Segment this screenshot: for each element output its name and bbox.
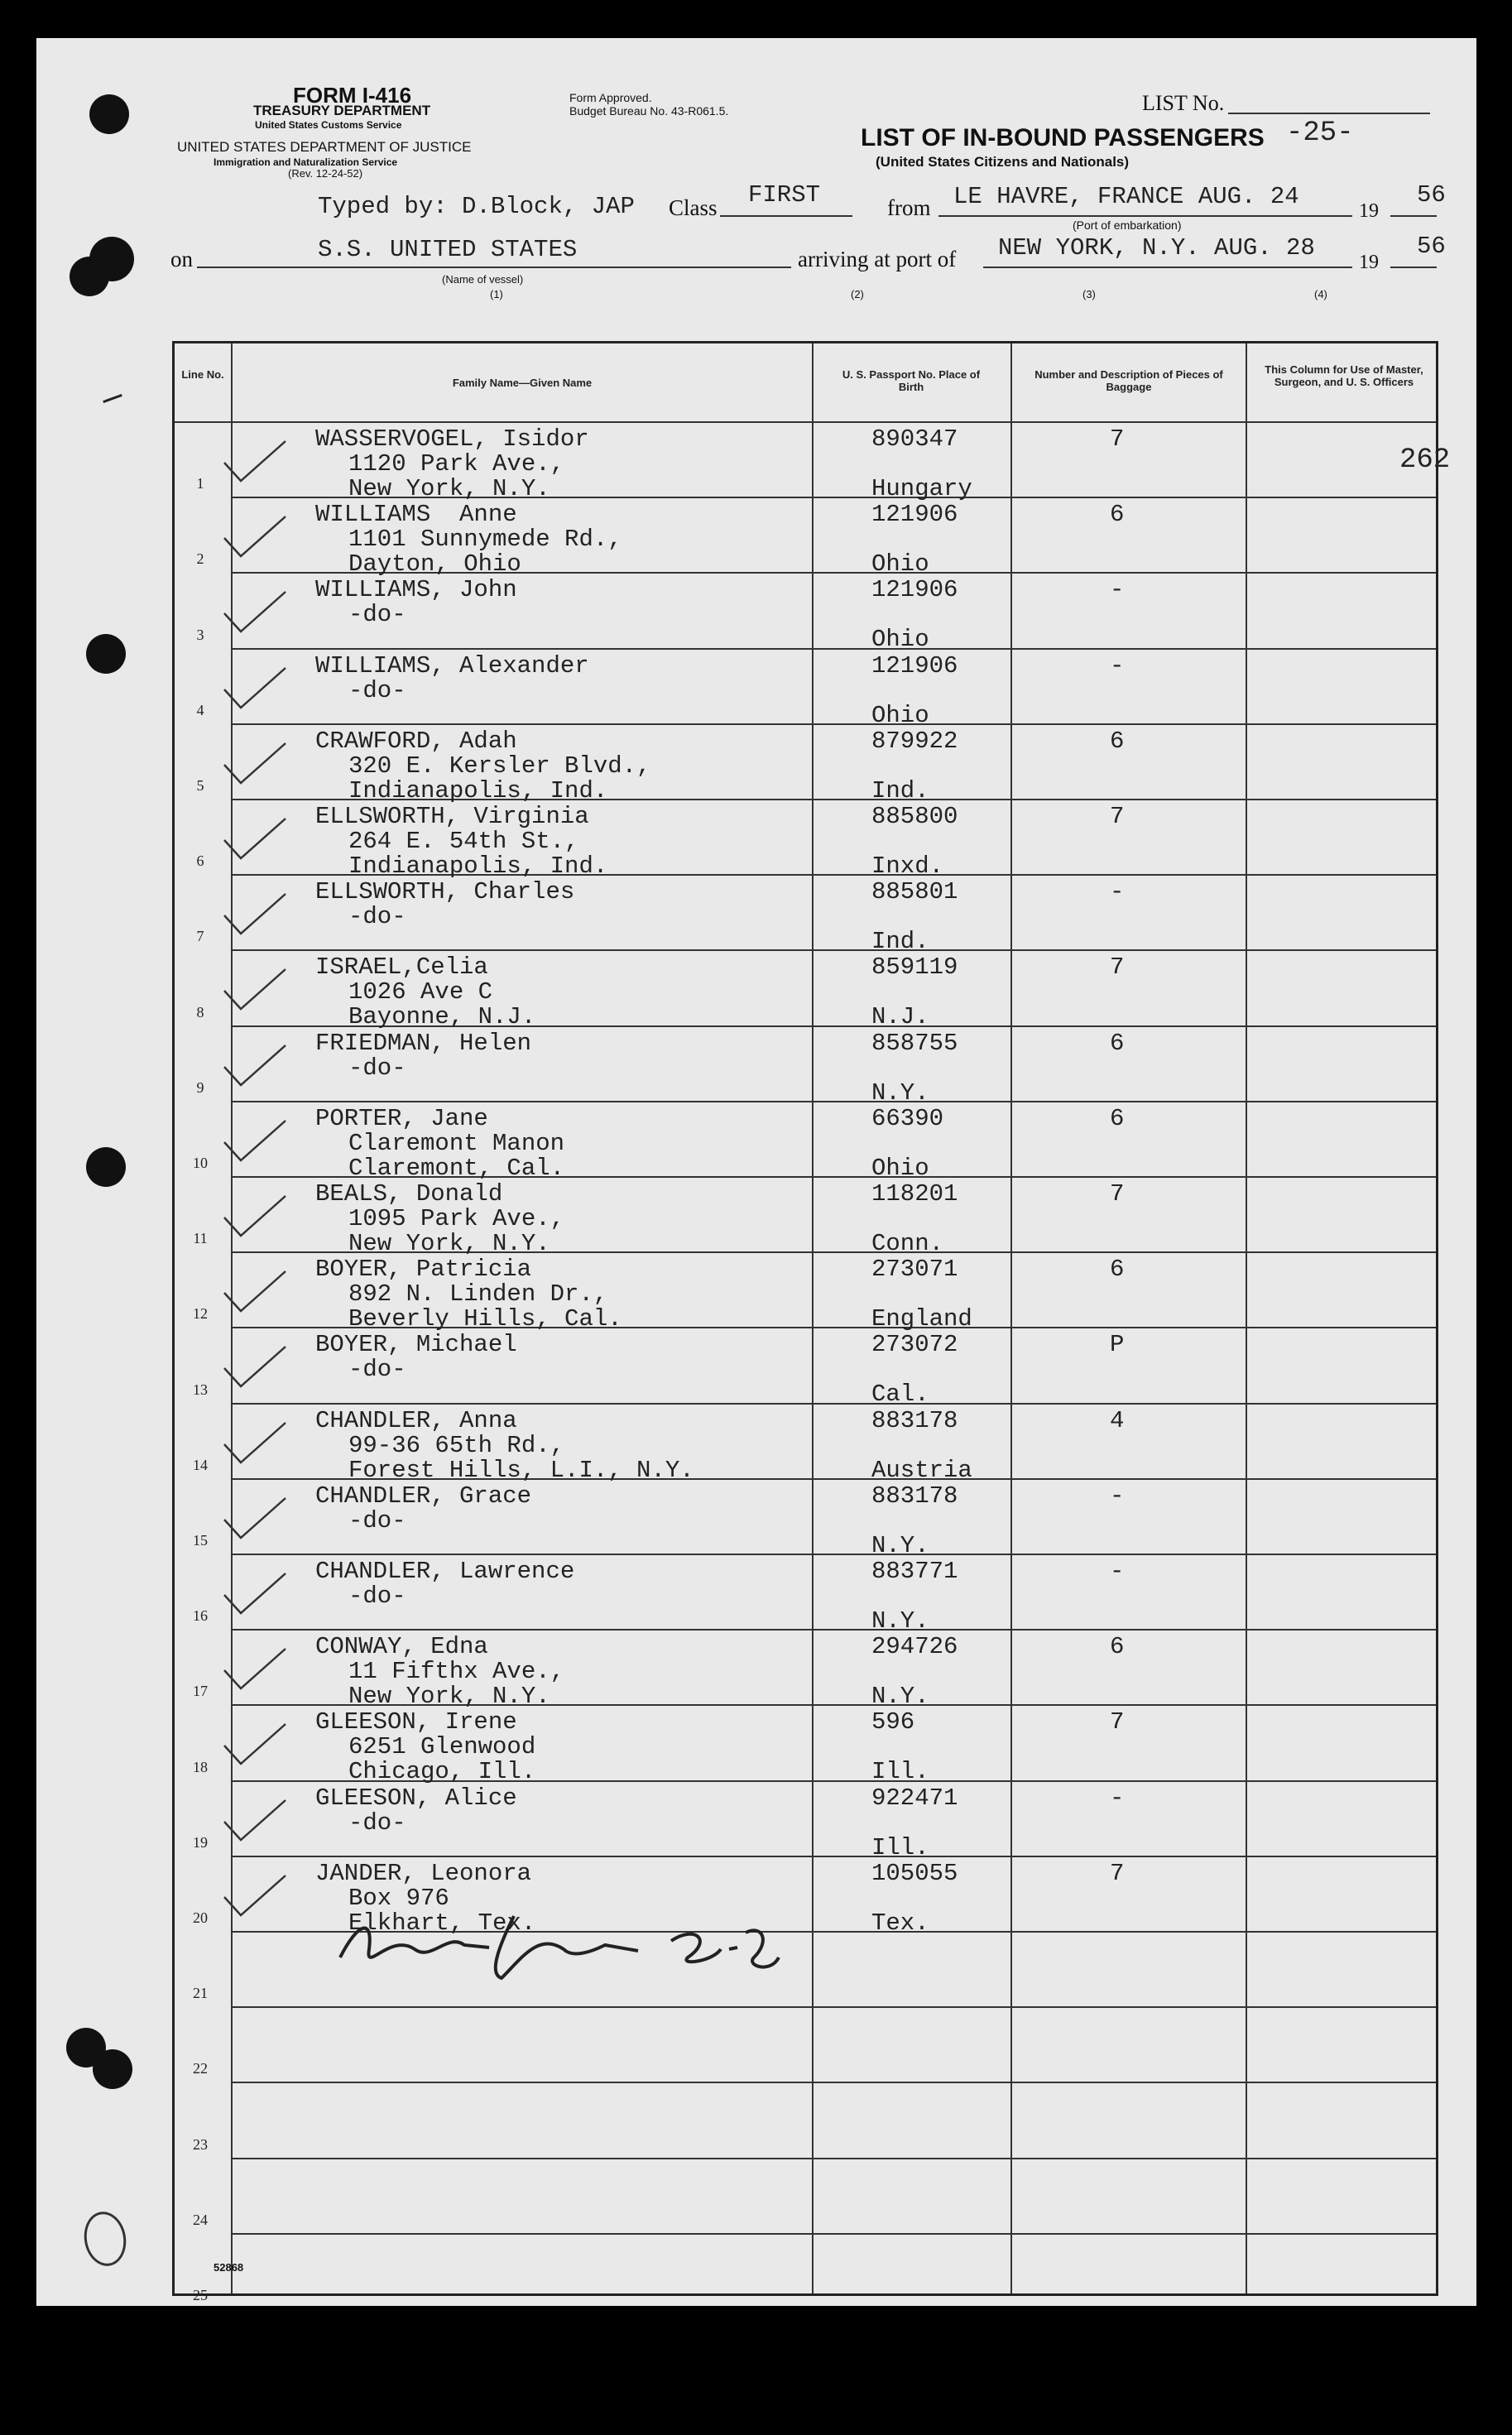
passenger-name: ELLSWORTH, Virginia bbox=[315, 803, 589, 830]
baggage-count: - bbox=[1110, 878, 1125, 906]
line-number: 9 bbox=[196, 1078, 204, 1096]
passport-number: 883178 bbox=[871, 1482, 958, 1510]
check-mark-icon bbox=[223, 1495, 289, 1544]
address-line-1: 892 N. Linden Dr., bbox=[348, 1280, 608, 1309]
place-of-birth: N.Y. bbox=[871, 1531, 929, 1559]
check-mark-icon bbox=[223, 1343, 289, 1393]
passport-number: 121906 bbox=[871, 651, 958, 680]
line-number: 13 bbox=[193, 1381, 208, 1398]
address-line-1: Box 976 bbox=[348, 1884, 449, 1912]
line-number: 19 bbox=[193, 1833, 208, 1851]
line-number: 16 bbox=[193, 1607, 208, 1625]
passenger-table bbox=[172, 341, 1451, 2303]
baggage-count: 7 bbox=[1110, 953, 1125, 982]
baggage-count: 7 bbox=[1110, 1859, 1125, 1887]
department: TREASURY DEPARTMENT bbox=[253, 103, 431, 118]
address-line-2: New York, N.Y. bbox=[348, 475, 550, 502]
place-of-birth: Inxd. bbox=[871, 852, 944, 880]
check-mark-icon bbox=[223, 1721, 289, 1770]
col-baggage: Number and Description of Pieces of Baggage bbox=[1034, 368, 1223, 393]
line-number: 20 bbox=[193, 1909, 208, 1926]
passenger-name: WILLIAMS, Alexander bbox=[315, 651, 589, 680]
baggage-count: 7 bbox=[1110, 1180, 1125, 1208]
place-of-birth: N.Y. bbox=[871, 1078, 929, 1107]
baggage-count: 4 bbox=[1110, 1406, 1125, 1434]
place-of-birth: Tex. bbox=[871, 1909, 929, 1937]
address-line-1: -do- bbox=[348, 1808, 406, 1837]
address-line-2: Indianapolis, Ind. bbox=[348, 776, 608, 804]
baggage-count: P bbox=[1110, 1331, 1125, 1359]
check-mark-icon bbox=[223, 665, 289, 714]
line-number: 3 bbox=[196, 626, 204, 643]
passport-number: 294726 bbox=[871, 1633, 958, 1661]
line-number: 25 bbox=[193, 2287, 208, 2303]
binder-hole bbox=[70, 257, 109, 296]
baggage-count: - bbox=[1110, 1784, 1125, 1812]
check-mark-icon bbox=[223, 438, 289, 487]
place-of-birth: Cal. bbox=[871, 1381, 929, 1409]
footer-code: 52868 bbox=[214, 2261, 244, 2274]
baggage-count: 7 bbox=[1110, 425, 1125, 453]
baggage-count: - bbox=[1110, 1482, 1125, 1510]
passport-number: 596 bbox=[871, 1708, 915, 1736]
passport-number: 879922 bbox=[871, 727, 958, 755]
address-line-2: Indianapolis, Ind. bbox=[348, 852, 608, 880]
address-line-2: New York, N.Y. bbox=[348, 1230, 550, 1257]
baggage-count: 7 bbox=[1110, 1708, 1125, 1736]
list-no: -25- bbox=[1286, 118, 1354, 149]
passenger-name: BEALS, Donald bbox=[315, 1180, 503, 1208]
baggage-count: 6 bbox=[1110, 1633, 1125, 1661]
passenger-name: WILLIAMS, John bbox=[315, 576, 517, 604]
col-officers: This Column for Use of Master, Surgeon, and U. S. Officers bbox=[1265, 363, 1423, 388]
address-line-1: -do- bbox=[348, 601, 406, 629]
address-line-1: -do- bbox=[348, 1583, 406, 1610]
col-num-1: (1) bbox=[490, 288, 503, 300]
line-number: 23 bbox=[193, 2135, 208, 2153]
check-mark-icon bbox=[223, 588, 289, 638]
baggage-count: 7 bbox=[1110, 803, 1125, 830]
passenger-name: CHANDLER, Grace bbox=[315, 1482, 532, 1510]
port-embarkation-label: (Port of embarkation) bbox=[1073, 219, 1182, 232]
passport-number: 66390 bbox=[871, 1104, 944, 1132]
col-name: Family Name—Given Name bbox=[452, 377, 593, 389]
form-approved: Form Approved. bbox=[569, 91, 652, 104]
baggage-count: 6 bbox=[1110, 501, 1125, 529]
margin-mark bbox=[103, 394, 122, 403]
baggage-count: 6 bbox=[1110, 727, 1125, 755]
passenger-name: JANDER, Leonora bbox=[315, 1859, 532, 1887]
check-mark-icon bbox=[223, 740, 289, 790]
line-number: 6 bbox=[196, 852, 204, 870]
check-mark-icon bbox=[223, 1645, 289, 1695]
passport-number: 121906 bbox=[871, 576, 958, 604]
place-of-birth: Ind. bbox=[871, 928, 929, 956]
passenger-name: CONWAY, Edna bbox=[315, 1633, 488, 1661]
check-mark-icon bbox=[223, 1419, 289, 1469]
passport-number: 105055 bbox=[871, 1859, 958, 1887]
address-line-1: 11 Fifthx Ave., bbox=[348, 1658, 565, 1686]
check-mark-icon bbox=[223, 1268, 289, 1318]
check-mark-icon bbox=[223, 1797, 289, 1847]
line-number: 15 bbox=[193, 1532, 208, 1549]
address-line-1: 1095 Park Ave., bbox=[348, 1205, 565, 1232]
form-page bbox=[36, 38, 1476, 2306]
address-line-2: Bayonne, N.J. bbox=[348, 1003, 536, 1031]
baggage-count: 6 bbox=[1110, 1256, 1125, 1284]
passport-number: 859119 bbox=[871, 953, 958, 982]
passenger-name: BOYER, Michael bbox=[315, 1331, 517, 1359]
binder-hole bbox=[93, 2049, 132, 2089]
passport-number: 922471 bbox=[871, 1784, 958, 1812]
line-number: 12 bbox=[193, 1305, 208, 1323]
line-number: 4 bbox=[196, 701, 204, 718]
year-2: 56 bbox=[1417, 233, 1446, 260]
place-of-birth: N.J. bbox=[871, 1003, 929, 1031]
address-line-1: -do- bbox=[348, 903, 406, 931]
baggage-count: - bbox=[1110, 576, 1125, 604]
class-value: FIRST bbox=[748, 181, 821, 209]
year-prefix-1: 19 bbox=[1359, 200, 1379, 222]
place-of-birth: Ill. bbox=[871, 1833, 929, 1861]
form-number: FORM I-416 bbox=[293, 83, 412, 108]
place-of-birth: Ohio bbox=[871, 626, 929, 654]
passenger-name: ELLSWORTH, Charles bbox=[315, 878, 575, 906]
place-of-birth: Hungary bbox=[871, 475, 972, 502]
address-line-1: 264 E. 54th St., bbox=[348, 828, 579, 855]
year-prefix-2: 19 bbox=[1359, 252, 1379, 273]
passenger-name: GLEESON, Alice bbox=[315, 1784, 517, 1812]
passport-number: 890347 bbox=[871, 425, 958, 453]
place-of-birth: Ind. bbox=[871, 776, 929, 804]
line-number: 11 bbox=[193, 1230, 208, 1247]
address-line-1: -do- bbox=[348, 1506, 406, 1534]
line-number: 2 bbox=[196, 550, 204, 568]
passenger-name: FRIEDMAN, Helen bbox=[315, 1029, 532, 1057]
address-line-1: 6251 Glenwood bbox=[348, 1733, 536, 1761]
address-line-1: 1120 Park Ave., bbox=[348, 450, 565, 478]
vessel-name: S.S. UNITED STATES bbox=[318, 236, 578, 263]
col-num-3: (3) bbox=[1082, 288, 1096, 300]
col-passport: U. S. Passport No. Place of Birth bbox=[842, 368, 981, 393]
budget-bureau: Budget Bureau No. 43-R061.5. bbox=[569, 104, 729, 118]
line-number: 17 bbox=[193, 1683, 208, 1700]
col-num-2: (2) bbox=[851, 288, 864, 300]
line-number: 10 bbox=[193, 1155, 208, 1171]
arrival-port: NEW YORK, N.Y. AUG. 28 bbox=[998, 234, 1315, 262]
address-line-2: New York, N.Y. bbox=[348, 1683, 550, 1711]
vessel-label: (Name of vessel) bbox=[442, 273, 524, 286]
line-number: 14 bbox=[193, 1456, 208, 1473]
place-of-birth: Ohio bbox=[871, 550, 929, 579]
address-line-1: 99-36 65th Rd., bbox=[348, 1431, 565, 1459]
line-number: 21 bbox=[193, 1985, 208, 2002]
address-line-2: Forest Hills, L.I., N.Y. bbox=[348, 1456, 694, 1484]
from-label: from bbox=[887, 195, 931, 220]
ins: Immigration and Naturalization Service bbox=[214, 156, 398, 168]
address-line-2: Chicago, Ill. bbox=[348, 1758, 536, 1786]
address-line-1: -do- bbox=[348, 676, 406, 704]
address-line-1: 1026 Ave C bbox=[348, 978, 493, 1006]
line-number: 24 bbox=[193, 2211, 208, 2228]
passport-number: 858755 bbox=[871, 1029, 958, 1057]
address-line-1: Claremont Manon bbox=[348, 1129, 565, 1157]
binder-hole bbox=[86, 1147, 126, 1187]
place-of-birth: N.Y. bbox=[871, 1607, 929, 1635]
on-label: on bbox=[170, 247, 193, 271]
place-of-birth: Conn. bbox=[871, 1230, 944, 1257]
passenger-name: GLEESON, Irene bbox=[315, 1708, 517, 1736]
check-mark-icon bbox=[223, 1570, 289, 1620]
passport-number: 273072 bbox=[871, 1331, 958, 1359]
col-line-no: Line No. bbox=[181, 368, 224, 381]
passenger-name: BOYER, Patricia bbox=[315, 1256, 532, 1284]
address-line-2: Dayton, Ohio bbox=[348, 550, 521, 579]
place-of-birth: Ohio bbox=[871, 701, 929, 729]
officer-note: 262 bbox=[1399, 444, 1451, 476]
revision: (Rev. 12-24-52) bbox=[288, 167, 363, 180]
handwritten-mark bbox=[80, 2208, 131, 2269]
passport-number: 118201 bbox=[871, 1180, 958, 1208]
place-of-birth: Ill. bbox=[871, 1758, 929, 1786]
check-mark-icon bbox=[223, 513, 289, 563]
check-mark-icon bbox=[223, 1193, 289, 1242]
passport-number: 121906 bbox=[871, 501, 958, 529]
passenger-name: CHANDLER, Lawrence bbox=[315, 1558, 575, 1585]
arriving-label: arriving at port of bbox=[798, 247, 957, 271]
list-no-label: LIST No. bbox=[1142, 91, 1225, 115]
line-number: 1 bbox=[196, 475, 204, 492]
check-mark-icon bbox=[223, 1117, 289, 1167]
passport-number: 883178 bbox=[871, 1406, 958, 1434]
passenger-name: CHANDLER, Anna bbox=[315, 1406, 517, 1434]
baggage-count: - bbox=[1110, 1558, 1125, 1585]
check-mark-icon bbox=[223, 1872, 289, 1922]
binder-hole bbox=[89, 94, 129, 134]
baggage-count: - bbox=[1110, 651, 1125, 680]
line-number: 18 bbox=[193, 1758, 208, 1775]
passport-number: 883771 bbox=[871, 1558, 958, 1585]
line-number: 7 bbox=[196, 928, 204, 945]
place-of-birth: N.Y. bbox=[871, 1683, 929, 1711]
inspector-signature bbox=[324, 1899, 787, 1991]
line-number: 5 bbox=[196, 777, 204, 794]
col-num-4: (4) bbox=[1314, 288, 1327, 300]
address-line-2: Elkhart, Tex. bbox=[348, 1909, 536, 1937]
line-number: 8 bbox=[196, 1003, 204, 1021]
service: United States Customs Service bbox=[255, 119, 402, 131]
address-line-2: Beverly Hills, Cal. bbox=[348, 1305, 622, 1333]
place-of-birth: England bbox=[871, 1305, 972, 1333]
passenger-name: WILLIAMS Anne bbox=[315, 501, 517, 529]
check-mark-icon bbox=[223, 1042, 289, 1092]
check-mark-icon bbox=[223, 966, 289, 1016]
typed-by: Typed by: D.Block, JAP bbox=[318, 193, 635, 220]
passenger-name: ISRAEL,Celia bbox=[315, 953, 488, 982]
address-line-2: Claremont, Cal. bbox=[348, 1154, 565, 1182]
form-title: LIST OF IN-BOUND PASSENGERS bbox=[861, 124, 1265, 151]
baggage-count: 6 bbox=[1110, 1029, 1125, 1057]
from-value: LE HAVRE, FRANCE AUG. 24 bbox=[953, 183, 1299, 210]
passenger-name: CRAWFORD, Adah bbox=[315, 727, 517, 755]
address-line-1: -do- bbox=[348, 1054, 406, 1082]
address-line-1: 320 E. Kersler Blvd., bbox=[348, 752, 651, 780]
form-subtitle: (United States Citizens and Nationals) bbox=[876, 154, 1130, 170]
place-of-birth: Ohio bbox=[871, 1154, 929, 1182]
justice-dept: UNITED STATES DEPARTMENT OF JUSTICE bbox=[177, 139, 472, 155]
baggage-count: 6 bbox=[1110, 1104, 1125, 1132]
address-line-1: -do- bbox=[348, 1356, 406, 1384]
passport-number: 885801 bbox=[871, 878, 958, 906]
class-label: Class bbox=[669, 195, 718, 220]
check-mark-icon bbox=[223, 891, 289, 940]
passport-number: 885800 bbox=[871, 803, 958, 830]
address-line-1: 1101 Sunnymede Rd., bbox=[348, 526, 622, 554]
passport-number: 273071 bbox=[871, 1256, 958, 1284]
passenger-name: WASSERVOGEL, Isidor bbox=[315, 425, 589, 453]
binder-hole bbox=[86, 634, 126, 674]
check-mark-icon bbox=[223, 815, 289, 865]
year-1: 56 bbox=[1417, 181, 1446, 209]
line-number: 22 bbox=[193, 2060, 208, 2077]
passenger-name: PORTER, Jane bbox=[315, 1104, 488, 1132]
place-of-birth: Austria bbox=[871, 1456, 972, 1484]
